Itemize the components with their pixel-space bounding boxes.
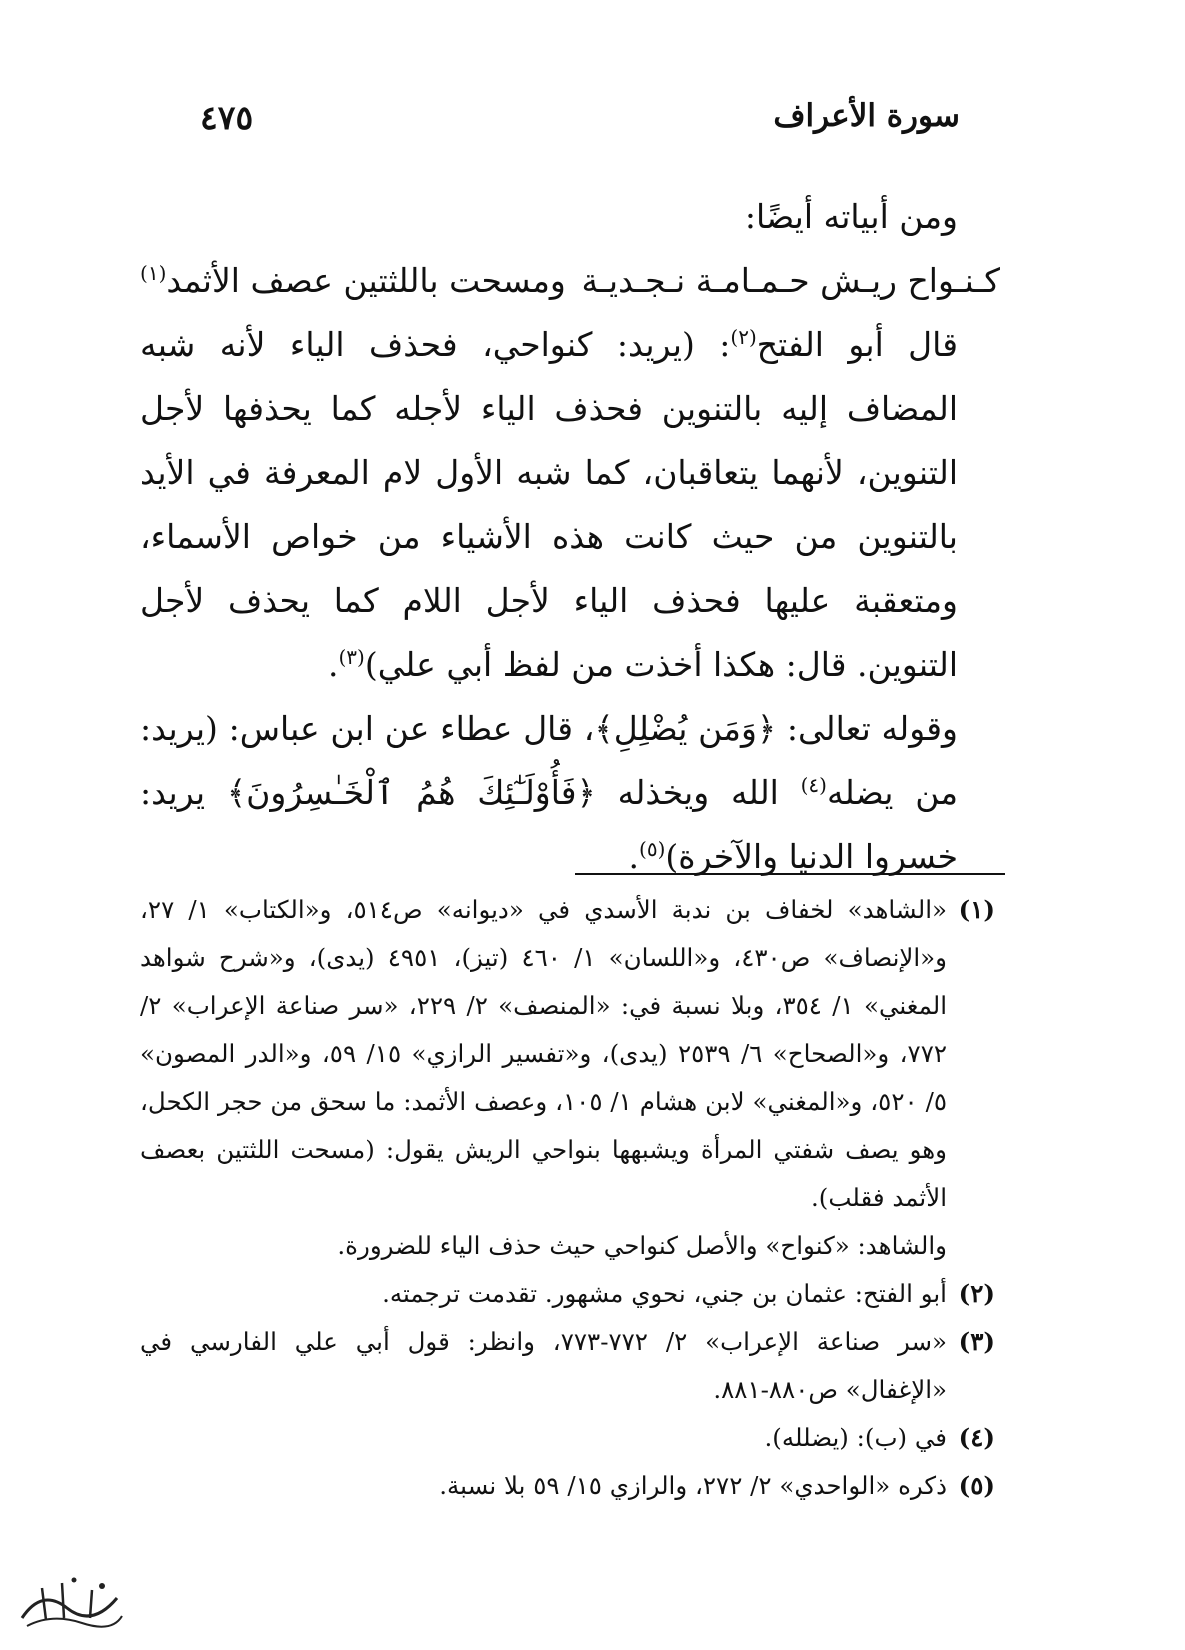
main-text <box>140 185 1000 889</box>
footnote-ref-3: (٣) <box>338 645 365 669</box>
verse-first-hemistich: كـنـواح ريـش حـمـامـة نـجـديـة <box>581 261 1000 300</box>
paragraph-abu-alfath: قال أبو الفتح$^{(٢)}$: (يريد: كنواحي، فحذف الياء لأنه شبه المضاف إليه بالتنوين فحذف الياء لأجله كما يحذفها لأجل التنوين، لأنهما يتعاقبان، كما شبه الأول لام المعرفة في الأيد بالتنوين من حيث كانت هذه الأشياء من خواص الأسماء، ومتعقبة عليها فحذف الياء لأجل اللام كما يحذف لأجل التنوين. قال: هكذا أخذت من لفظ أبي علي)$^{(٣)}$. <box>140 325 958 684</box>
footnote-ref-5: (٥) <box>639 837 666 861</box>
paragraph-verse-commentary: وقوله تعالى: ﴿وَمَن يُضْلِلِ﴾، قال عطاء عن ابن عباس: (يريد: من يضله$^{(٤)}$ الله ويخذله ﴿فَأُوْلَـٰٓئِكَ هُمُ ٱلْخَـٰسِرُونَ﴾ يريد: خسروا الدنيا والآخرة)$^{(٥)}$. <box>140 709 958 876</box>
footnote-3: (٣) «سر صناعة الإعراب» ٢/ ٧٧٢-٧٧٣، وانظر: قول أبي علي الفارسي في «الإغفال» ص٨٨٠-٨٨١. <box>140 1327 995 1404</box>
footnote-2: (٢) أبو الفتح: عثمان بن جني، نحوي مشهور. تقدمت ترجمته. <box>382 1279 995 1308</box>
footnote-1-continuation: والشاهد: «كنواح» والأصل كنواحي حيث حذف الياء للضرورة. <box>337 1231 947 1260</box>
page-number: ٤٧٥ <box>200 98 254 137</box>
surah-title: سورة الأعراف <box>773 98 960 134</box>
footnote-4: (٤) في (ب): (يضلله). <box>764 1423 995 1452</box>
library-seal-logo <box>12 1568 130 1640</box>
footnote-ref-4: (٤) <box>800 773 827 797</box>
verse-second-hemistich: ومسحت باللثتين عصف الأثمد$^{(١)}$ <box>140 261 566 300</box>
poem-verse <box>140 249 1000 313</box>
footnote-1: (١) «الشاهد» لخفاف بن ندبة الأسدي في «ديوانه» ص٥١٤، و«الكتاب» ١/ ٢٧، و«الإنصاف» ص٤٣٠، و«اللسان» ١/ ٤٦٠ (تيز)، ٤٩٥١ (يدى)، و«شرح شواهد المغني» ١/ ٣٥٤، وبلا نسبة في: «المنصف» ٢/ ٢٢٩، «سر صناعة الإعراب» ٢/ ٧٧٢، و«الصحاح» ٦/ ٢٥٣٩ (يدى)، و«تفسير الرازي» ١٥/ ٥٩، و«الدر المصون» ٥/ ٥٢٠، و«المغني» لابن هشام ١/ ١٠٥، وعصف الأثمد: ما سحق من حجر الكحل، وهو يصف شفتي المرأة ويشبهها بنواحي الريش يقول: (مسحت اللثتين بعصف الأثمد فقلب). <box>140 895 995 1212</box>
footnotes <box>140 886 995 1510</box>
footnote-divider <box>575 873 1005 875</box>
footnote-5: (٥) ذكره «الواحدي» ٢/ ٢٧٢، والرازي ١٥/ ٥٩ بلا نسبة. <box>439 1471 995 1500</box>
footnote-ref-2: (٢) <box>730 325 757 349</box>
intro-line: ومن أبياته أيضًا: <box>744 197 958 236</box>
footnote-ref-1: (١) <box>140 261 167 285</box>
